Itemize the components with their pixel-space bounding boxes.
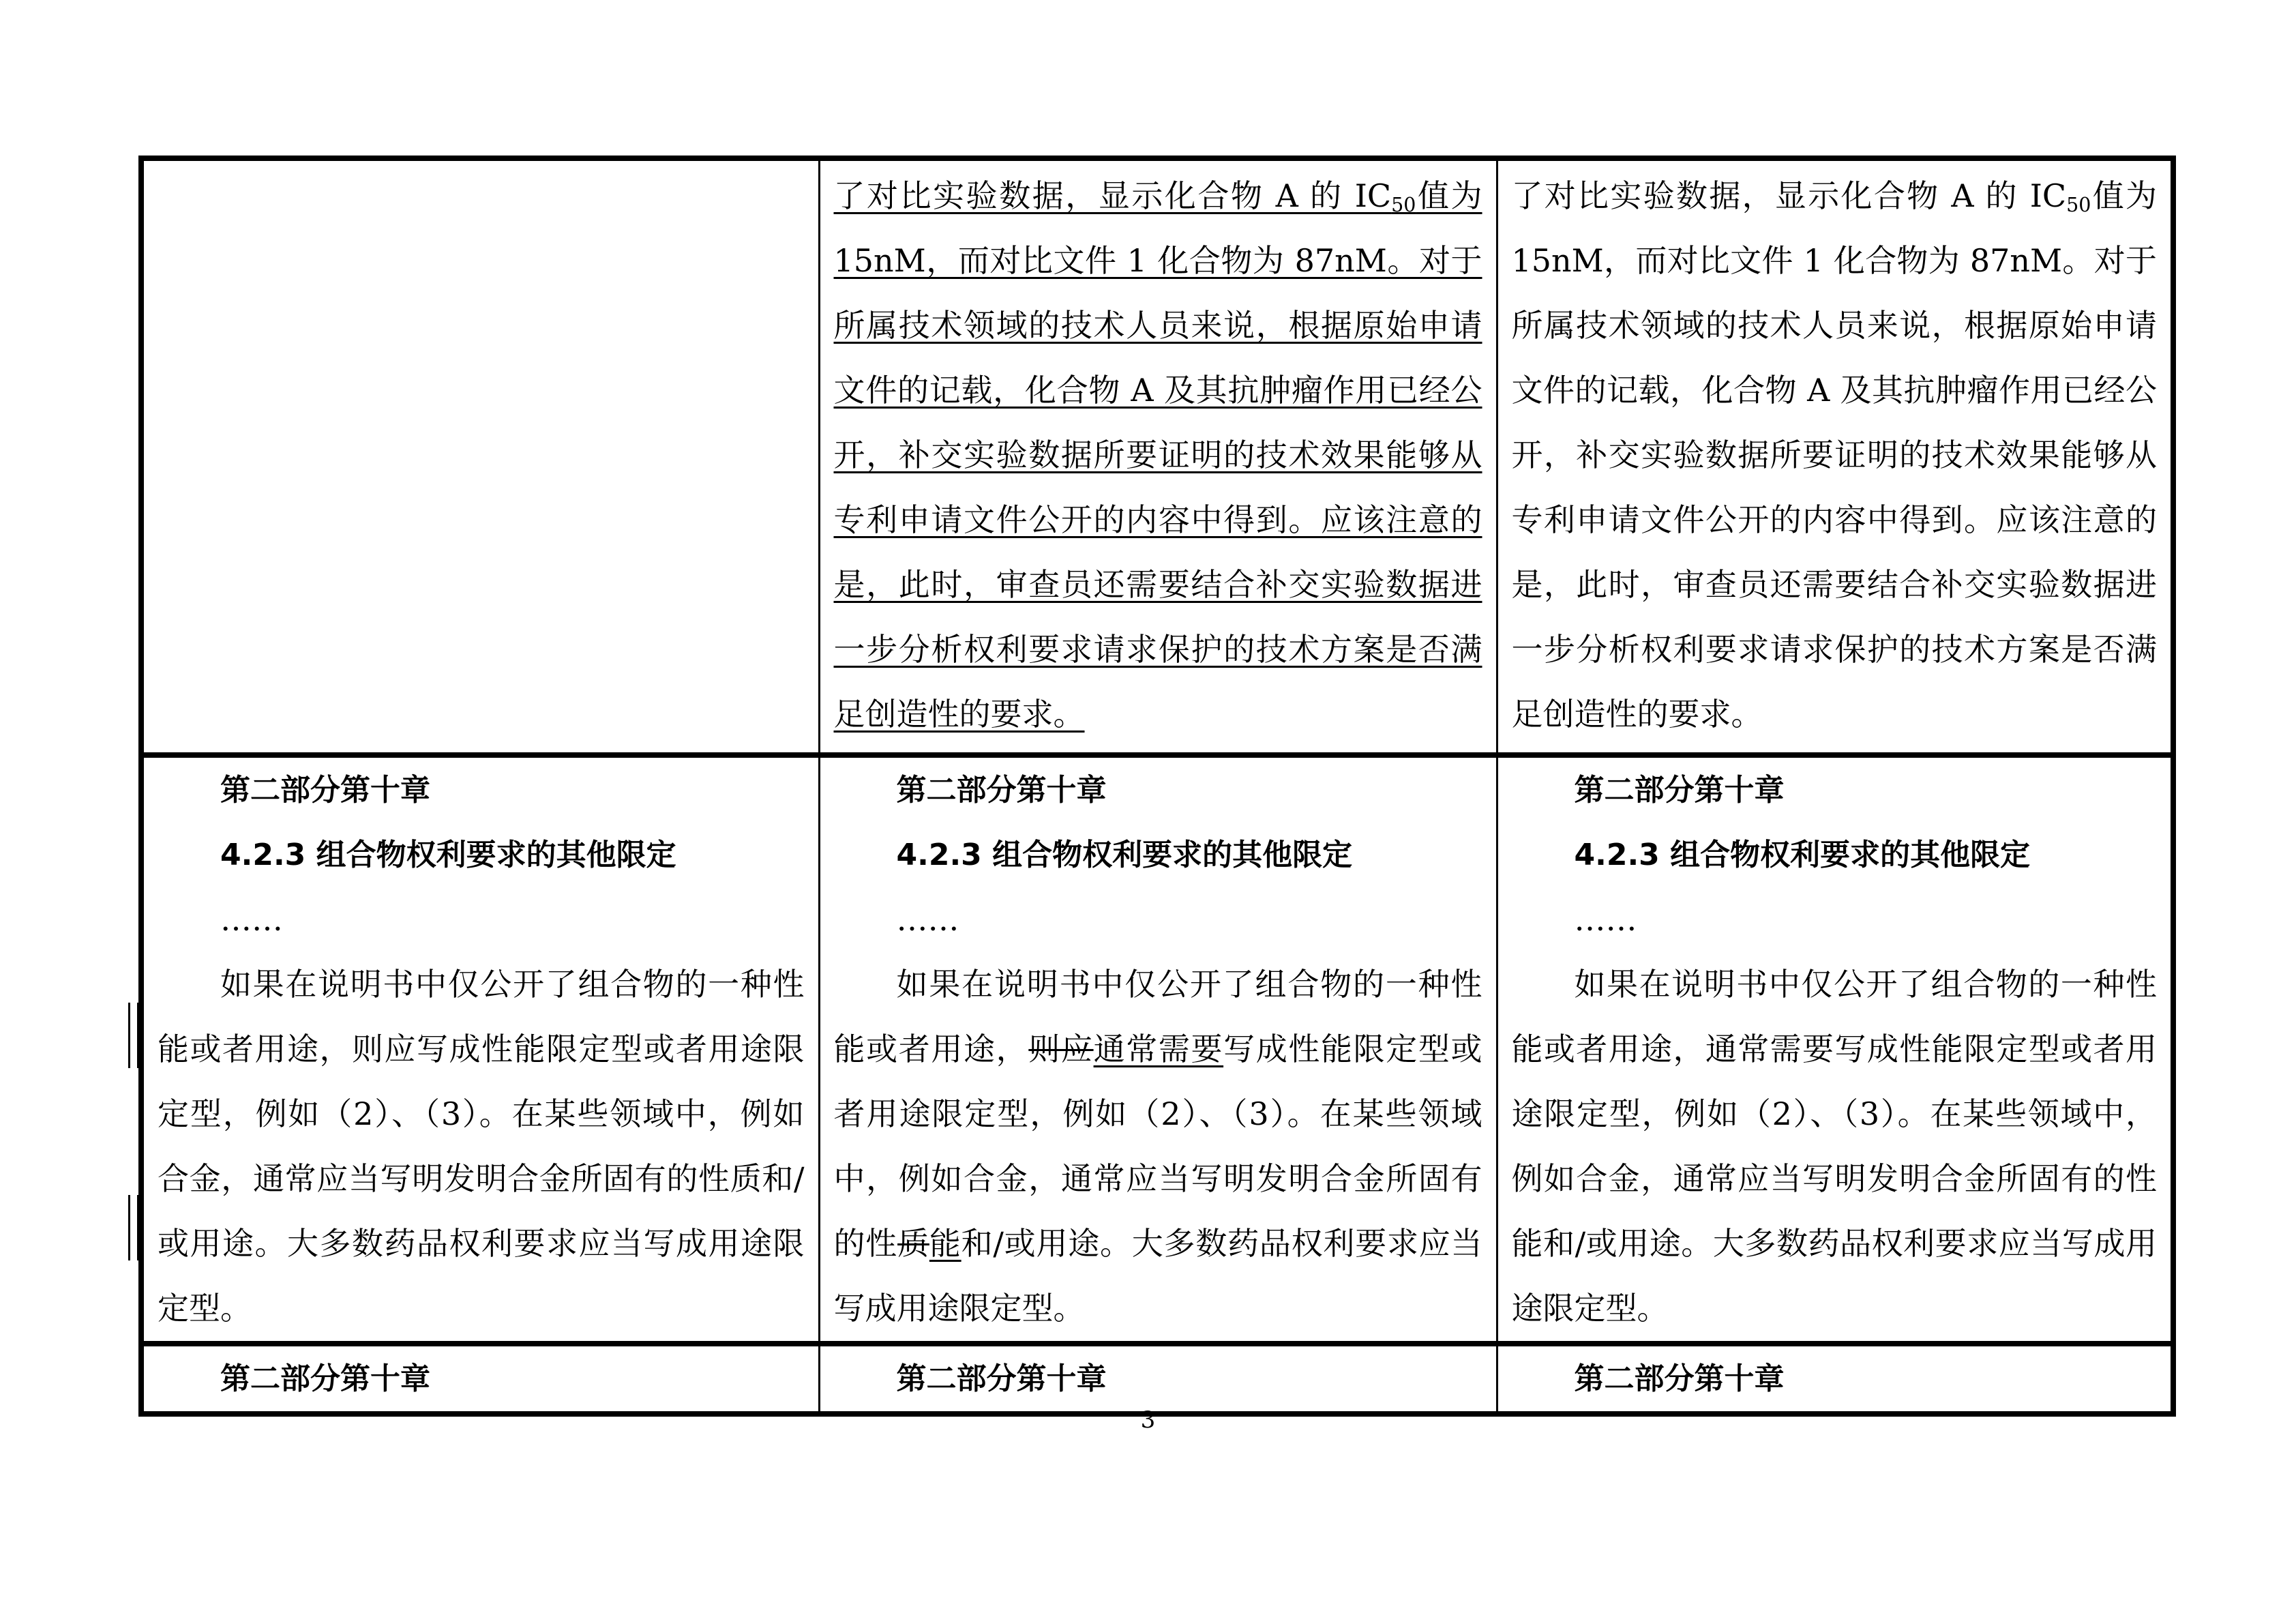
section-heading: 4.2.3 组合物权利要求的其他限定 bbox=[1574, 838, 2031, 872]
row2-revised-cell bbox=[1497, 755, 2173, 1344]
table-row bbox=[141, 755, 2173, 1344]
chapter-heading: 第二部分第十章 bbox=[1574, 773, 1785, 808]
row3-revised-cell bbox=[1497, 1344, 2173, 1414]
row1-markup-paragraph: 了对比实验数据，显示化合物 A 的 $IC_{50}$值为15nM，而对比文件 1 化合物为 87nM。对于所属技术领域的技术人员来说，根据原始申请文件的记载，化合物 A 及其抗肿瘤作用已经公开，补交实验数据所要证明的技术效果能够从专利申请文件公开的内容中得到。应该注意的是，此时，审查员还需要结合补交实验数据进一步分析权利要求请求保护的技术方案是否满足创造性的要求。 bbox=[833, 177, 1482, 733]
inserted-text: 通常需要 bbox=[1093, 1031, 1224, 1067]
section-heading: 4.2.3 组合物权利要求的其他限定 bbox=[220, 838, 676, 872]
comparison-table bbox=[138, 156, 2176, 1417]
chapter-heading: 第二部分第十章 bbox=[896, 1361, 1107, 1396]
chapter-heading: 第二部分第十章 bbox=[220, 1361, 430, 1396]
row2-markup-cell bbox=[819, 755, 1497, 1344]
ellipsis: …… bbox=[1574, 901, 1637, 938]
body-paragraph: 如果在说明书中仅公开了组合物的一种性能或者用途，则应通常需要写成性能限定型或者用途限定型，例如（2）、（3）。在某些领域中，例如合金，通常应当写明发明合金所固有的性质能和/或用途。大多数药品权利要求应当写成用途限定型。 bbox=[833, 966, 1482, 1327]
row3-markup-cell bbox=[819, 1344, 1497, 1414]
ellipsis: …… bbox=[220, 901, 283, 938]
deleted-text: 质 bbox=[897, 1225, 929, 1262]
ellipsis: …… bbox=[896, 901, 959, 938]
table-row bbox=[141, 1344, 2173, 1414]
row1-original-cell bbox=[141, 158, 819, 755]
deleted-text: 则应 bbox=[1028, 1031, 1094, 1067]
section-heading: 4.2.3 组合物权利要求的其他限定 bbox=[896, 838, 1353, 872]
revision-change-bar bbox=[128, 1003, 139, 1068]
row1-revised-paragraph: 了对比实验数据，显示化合物 A 的 $IC_{50}$值为15nM，而对比文件 1 化合物为 87nM。对于所属技术领域的技术人员来说，根据原始申请文件的记载，化合物 A 及其抗肿瘤作用已经公开，补交实验数据所要证明的技术效果能够从专利申请文件公开的内容中得到。应该注意的是，此时，审查员还需要结合补交实验数据进一步分析权利要求请求保护的技术方案是否满足创造性的要求。 bbox=[1511, 177, 2158, 733]
subscript: 50 bbox=[2066, 194, 2091, 217]
row1-revised-cell bbox=[1497, 158, 2173, 755]
row2-original-cell bbox=[141, 755, 819, 1344]
row3-original-cell bbox=[141, 1344, 819, 1414]
chapter-heading: 第二部分第十章 bbox=[220, 773, 430, 808]
table-row bbox=[141, 158, 2173, 755]
chapter-heading: 第二部分第十章 bbox=[1574, 1361, 1785, 1396]
body-paragraph: 如果在说明书中仅公开了组合物的一种性能或者用途，通常需要写成性能限定型或者用途限定型，例如（2）、（3）。在某些领域中，例如合金，通常应当写明发明合金所固有的性能和/或用途。大多数药品权利要求应当写成用途限定型。 bbox=[1511, 966, 2157, 1327]
subscript: 50 bbox=[1391, 194, 1416, 217]
revision-change-bar bbox=[128, 1195, 139, 1260]
page-number: 3 bbox=[1140, 1406, 1156, 1434]
inserted-text: 能 bbox=[929, 1225, 961, 1262]
chapter-heading: 第二部分第十章 bbox=[896, 773, 1107, 808]
body-paragraph: 如果在说明书中仅公开了组合物的一种性能或者用途，则应写成性能限定型或者用途限定型，例如（2）、（3）。在某些领域中，例如合金，通常应当写明发明合金所固有的性质和/或用途。大多数药品权利要求应当写成用途限定型。 bbox=[158, 966, 805, 1327]
row1-markup-cell bbox=[819, 158, 1497, 755]
